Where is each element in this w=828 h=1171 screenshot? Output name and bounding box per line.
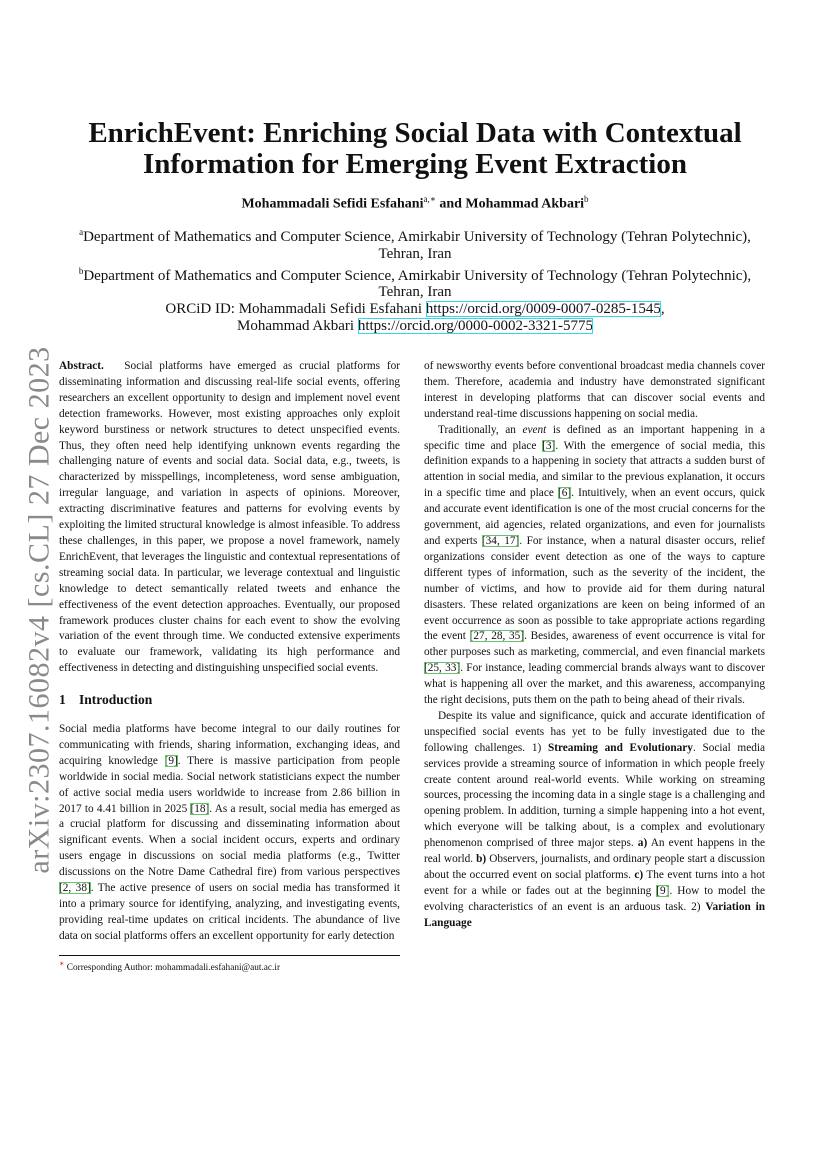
left-column	[59, 359, 400, 945]
orcid-1-link[interactable]: https://orcid.org/0009-0007-0285-1545	[425, 301, 661, 318]
citation-25-33[interactable]: [25, 33]	[424, 662, 461, 675]
section-title: Introduction	[79, 692, 153, 708]
abstract-label: Abstract.	[59, 360, 104, 372]
footnote-rule	[59, 955, 400, 956]
section-heading	[59, 692, 400, 708]
orcid-1-label: ORCiD ID: Mohammadali Sefidi Esfahani	[165, 301, 426, 318]
right-column	[424, 359, 765, 932]
title-line-2: Information for Emerging Event Extraction	[143, 148, 687, 180]
intro-p3-text-c: An event happens in the real world.	[424, 837, 765, 866]
intro-p3-text-e: The event turns into a hot event for a while or fades out at the beginning	[424, 869, 765, 897]
author-2-affil-mark: b	[584, 194, 589, 204]
citation-2-38[interactable]: [2, 38]	[59, 882, 91, 895]
arxiv-sidebar	[18, 346, 62, 874]
intro-paragraph-3	[424, 709, 765, 932]
intro-p1-text-b: . There is massive participation from people worldwide in social media. Social network statisticians expect the number of active social media users worldwide to increase from 2.86 billion in 2017 to 4.41 billion in 2025	[59, 754, 400, 815]
author-1: Mohammadali Sefidi Esfahani	[241, 196, 424, 212]
intro-p2-event-term: event	[522, 423, 547, 436]
affil-a-mark: a	[79, 227, 84, 237]
arxiv-identifier: arXiv:2307.16082v4 [cs.CL] 27 Dec 2023	[23, 346, 56, 874]
footnote	[59, 959, 400, 973]
orcid-2-link[interactable]: https://orcid.org/0000-0002-3321-5775	[357, 317, 593, 334]
footnote-text: Corresponding Author: mohammadali.esfahani@aut.ac.ir	[64, 963, 281, 974]
intro-p2-text-d: . Intuitively, when an event occurs, quick and accurate event identification is one of the most crucial concerns for the government, aid agencies, related organizations, and even for journalists and experts	[424, 487, 765, 547]
affil-b-line-2: Tehran, Iran	[378, 284, 452, 301]
intro-p2-text-c: . With the emergence of social media, this definition expands to a happening in society that attracts a sudden burst of attention in social media, and similar to the previous explanation, it occurs in a specific time and place	[424, 439, 765, 500]
intro-p2-text-e: . For instance, when a natural disaster occurs, relief organizations consider event detection as one of the ways to capture different types of information, such as the severity of the incident, the number of victims, and how to provide aid for them during natural disasters. These related organizations are keen on being informed of an event occurrence as soon as possible to take appropriate actions regarding the event	[424, 534, 765, 643]
step-c-label: c)	[634, 869, 644, 881]
intro-paragraph-1-continued: of newsworthy events before conventional broadcast media channels cover them. Therefore, academia and industry have demonstrated significant interest in developing platforms that can discover social events and understand real-time discussions happening on social media.	[424, 360, 765, 420]
orcid-2-label: Mohammad Akbari	[237, 317, 358, 334]
author-1-affil-mark[interactable]: a,∗	[423, 194, 436, 204]
intro-paragraph-2	[424, 423, 765, 709]
intro-p3-text-f: . How to model the evolving characteristics of an event is an arduous task. 2)	[424, 884, 765, 913]
citation-9-second[interactable]: [9]	[656, 884, 670, 897]
citation-18[interactable]: [18]	[190, 802, 210, 815]
intro-p2-text-b: is defined as an important happening in a specific time and place	[424, 423, 766, 452]
section-number: 1	[59, 692, 66, 708]
affil-b-line-1: Department of Mathematics and Computer Science, Amirkabir University of Technology (Tehran Polytechnic),	[83, 267, 752, 284]
intro-p2-text-a: Traditionally, an	[438, 423, 523, 436]
affil-a-line-2: Tehran, Iran	[378, 245, 452, 262]
author-separator: and	[435, 196, 466, 212]
challenge-2-title: Variation in Language	[424, 900, 765, 929]
citation-6[interactable]: [6]	[557, 487, 572, 500]
footnote-mark: ∗	[59, 959, 65, 968]
citation-34-17[interactable]: [34, 17]	[481, 534, 520, 547]
affiliation-b	[60, 263, 770, 285]
intro-p1-text-c: . As a result, social media has emerged as a crucial platform for discussing and disseminating information about significant events. When a social incident occurs, experts and ordinary users engage in discussions on social media platforms (e.g., Twitter discussions on the Notre Dame Cathedral fire) from various perspectives	[59, 802, 400, 879]
affil-a-line-1: Department of Mathematics and Computer Science, Amirkabir University of Technology (Tehran Polytechnic),	[83, 229, 751, 245]
intro-paragraph-1	[59, 722, 400, 945]
author-list	[60, 194, 770, 213]
citation-3[interactable]: [3]	[542, 439, 556, 452]
intro-p1-text-d: . The active presence of users on social media has transformed it into a primary source for identifying, analyzing, and investigating events, providing real-time updates on critical incidents. The abundance of live data on social platforms offers an excellent opportunity for early detection	[59, 882, 400, 942]
intro-p3-text-a: Despite its value and significance, quick and accurate identification of unspecified social events has yet to be fully investigated due to the following challenges. 1)	[424, 709, 765, 754]
orcid-1-comma: ,	[660, 301, 665, 318]
citation-27-28-35[interactable]: [27, 28, 35]	[469, 630, 525, 643]
step-b-label: b)	[476, 853, 487, 866]
paper-title	[60, 118, 770, 180]
intro-p3-text-b: . Social media services provide a streaming source of information in which people freely create content around real-world events. While working on streaming sources, processing the incoming data in a single stage is a challenging and opening problem. In addition, turning a simple happening into a hot event, which everyone will be talking about, is a complex and evolutionary phenomenon comprised of three major steps.	[424, 741, 766, 850]
author-2: Mohammad Akbari	[465, 196, 585, 212]
affil-b-mark: b	[78, 265, 84, 276]
title-line-1: EnrichEvent: Enriching Social Data with Contextual	[88, 117, 742, 149]
orcid-line-2	[60, 318, 770, 335]
challenge-1-title: Streaming and Evolutionary	[547, 741, 693, 754]
orcid-line-1	[60, 301, 770, 318]
intro-p3-text-d: Observers, journalists, and ordinary people start a discussion about the occurred event on social platforms.	[424, 853, 766, 881]
intro-p2-text-g: . For instance, leading commercial brands always want to discover what is happening all over the market, and this awareness, accompanying the right decisions, puts them on the path to being ahead of their rivals.	[424, 662, 765, 707]
affiliations	[60, 224, 770, 335]
affiliation-a	[60, 224, 770, 246]
abstract-text: Social platforms have emerged as crucial platforms for disseminating information and discussing real-life social events, offering researchers an excellent opportunity to design and implement novel event detection frameworks. However, most existing approaches only exploit keyword burstiness or network structures to detect unspecified events. Thus, they often need help identifying unknown events regarding the challenging nature of events and social data. Social data, e.g., tweets, is characterized by misspellings, incompleteness, word sense ambiguation, irregular language, and variation in aspects of opinions. Moreover, extracting discriminative features and patterns for evolving events by exploiting the limited structural knowledge is almost infeasible. To address these challenges, in this paper, we propose a novel framework, namely EnrichEvent, that leverages the linguistic and contextual representations of streaming social data. In particular, we leverage contextual and linguistic knowledge to detect semantically related tweets and enhance the effectiveness of the event detection approaches. Eventually, our proposed framework produces cluster chains for each event to show the evolving variation of the event through time. We conducted extensive experiments to evaluate our framework, validating its high performance and effectiveness in detecting and distinguishing unspecified social events.	[59, 360, 400, 675]
intro-p2-text-f: . Besides, awareness of event occurrence is vital for other purposes such as marketing, commercial, and even financial markets	[424, 630, 765, 659]
intro-p1-text-a: Social media platforms have become integral to our daily routines for communicating with friends, sharing information, exchanging ideas, and acquiring knowledge	[59, 723, 400, 767]
abstract	[59, 359, 400, 677]
citation-9[interactable]: [9]	[164, 754, 178, 767]
step-a-label: a)	[637, 837, 648, 850]
